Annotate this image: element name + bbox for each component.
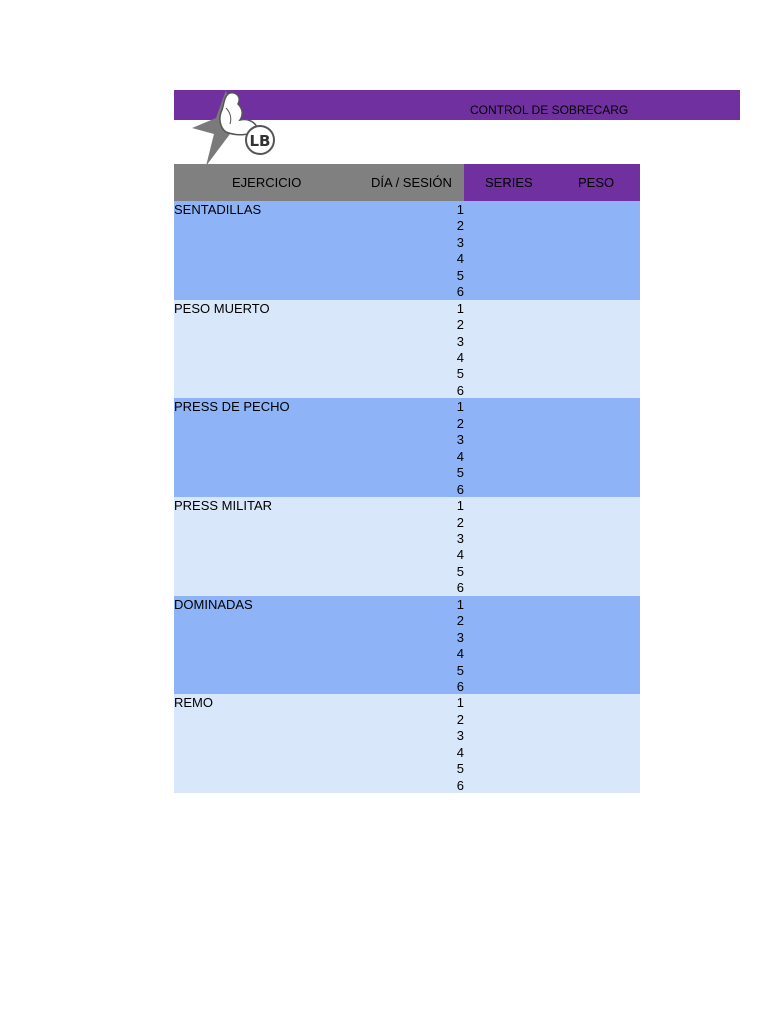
session-number: 3 (456, 629, 464, 645)
session-number: 5 (456, 563, 464, 579)
exercise-group (174, 694, 640, 793)
exercise-name: SENTADILLAS (174, 202, 262, 217)
exercise-name: REMO (174, 695, 213, 711)
session-list (414, 399, 464, 498)
session-list (414, 695, 464, 794)
session-number: 2 (456, 218, 464, 234)
exercise-name: PRESS DE PECHO (174, 399, 290, 415)
exercise-name: PRESS MILITAR (174, 498, 273, 514)
session-number: 3 (456, 333, 464, 349)
session-list (414, 202, 464, 301)
session-number: 6 (456, 382, 464, 398)
session-number: 3 (456, 234, 464, 250)
column-header-ejercicio: EJERCICIO (232, 175, 302, 190)
session-number: 2 (456, 317, 464, 333)
table-header-row (174, 164, 640, 201)
page-title: CONTROL DE SOBRECARG (470, 103, 629, 117)
session-list (414, 301, 464, 400)
column-header-dia-sesion: DÍA / SESIÓN (371, 175, 452, 190)
session-number: 6 (456, 481, 464, 497)
session-number: 6 (456, 580, 464, 596)
session-number: 1 (456, 202, 464, 217)
column-header-series: SERIES (485, 175, 533, 190)
session-number: 2 (456, 711, 464, 727)
session-number: 2 (456, 415, 464, 431)
exercise-name: DOMINADAS (174, 596, 253, 612)
session-number: 3 (456, 432, 464, 448)
session-number: 5 (456, 366, 464, 382)
session-number: 4 (456, 547, 464, 563)
session-number: 4 (456, 646, 464, 662)
logo (186, 88, 278, 168)
session-number: 4 (456, 744, 464, 760)
exercise-group (174, 596, 640, 695)
session-number: 5 (456, 267, 464, 283)
session-number: 4 (456, 251, 464, 267)
column-header-peso: PESO (578, 175, 615, 190)
exercise-group (174, 398, 640, 497)
session-number: 1 (456, 695, 464, 711)
session-list (414, 597, 464, 696)
session-number: 4 (456, 350, 464, 365)
exercise-group (174, 300, 640, 399)
session-number: 3 (456, 728, 464, 744)
overload-table (174, 164, 640, 793)
session-number: 1 (456, 300, 464, 316)
session-number: 1 (456, 498, 464, 514)
session-number: 4 (456, 448, 464, 464)
session-number: 5 (456, 465, 464, 481)
exercise-name: PESO MUERTO (174, 300, 270, 316)
session-number: 6 (456, 678, 464, 694)
flexed-arm-logo-icon (186, 88, 278, 168)
logo-badge-text: LB (249, 132, 271, 150)
session-number: 2 (456, 514, 464, 530)
exercise-group (174, 201, 640, 300)
session-list (414, 498, 464, 597)
session-number: 6 (456, 284, 464, 300)
session-number: 6 (456, 777, 464, 793)
session-number: 3 (456, 530, 464, 546)
exercise-group (174, 497, 640, 596)
session-number: 2 (456, 613, 464, 629)
session-number: 5 (456, 662, 464, 678)
session-number: 5 (456, 761, 464, 777)
session-number: 1 (456, 596, 464, 612)
session-number: 1 (456, 399, 464, 415)
